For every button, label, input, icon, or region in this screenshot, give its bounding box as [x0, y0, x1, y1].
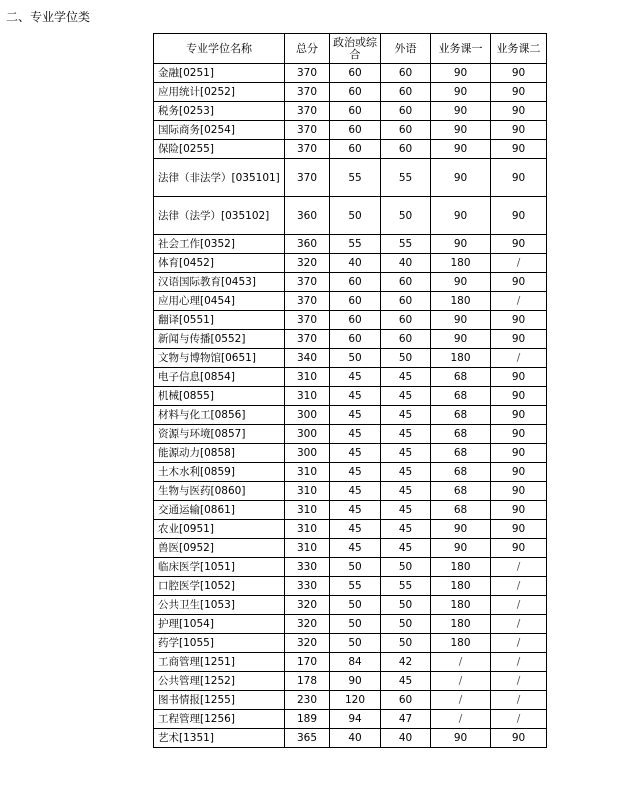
score-table — [153, 33, 547, 748]
language-cell: 45 — [381, 444, 431, 463]
header-total: 总分 — [285, 34, 330, 64]
name-cell: 应用心理[0454] — [154, 292, 285, 311]
name-cell: 能源动力[0858] — [154, 444, 285, 463]
course2-cell: 90 — [491, 729, 547, 748]
politics-cell: 45 — [330, 368, 381, 387]
politics-cell: 55 — [330, 159, 381, 197]
politics-cell: 45 — [330, 482, 381, 501]
header-course1: 业务课一 — [431, 34, 491, 64]
language-cell: 50 — [381, 634, 431, 653]
course1-cell: 180 — [431, 577, 491, 596]
politics-cell: 60 — [330, 102, 381, 121]
total-cell: 310 — [285, 463, 330, 482]
course2-cell: / — [491, 634, 547, 653]
course1-cell: 90 — [431, 273, 491, 292]
course2-cell: 90 — [491, 102, 547, 121]
total-cell: 370 — [285, 330, 330, 349]
course2-cell: / — [491, 691, 547, 710]
table-row — [154, 292, 547, 311]
table-row — [154, 83, 547, 102]
language-cell: 45 — [381, 539, 431, 558]
language-cell: 45 — [381, 672, 431, 691]
name-cell: 汉语国际教育[0453] — [154, 273, 285, 292]
name-cell: 税务[0253] — [154, 102, 285, 121]
name-cell: 电子信息[0854] — [154, 368, 285, 387]
politics-cell: 45 — [330, 387, 381, 406]
name-cell: 法律（法学）[035102] — [154, 197, 285, 235]
language-cell: 47 — [381, 710, 431, 729]
total-cell: 370 — [285, 292, 330, 311]
politics-cell: 120 — [330, 691, 381, 710]
politics-cell: 94 — [330, 710, 381, 729]
course2-cell: 90 — [491, 501, 547, 520]
table-header — [154, 34, 547, 64]
section-title: 二、专业学位类 — [6, 10, 91, 24]
name-cell: 公共管理[1252] — [154, 672, 285, 691]
language-cell: 60 — [381, 273, 431, 292]
course1-cell: 90 — [431, 330, 491, 349]
politics-cell: 45 — [330, 501, 381, 520]
course1-cell: 90 — [431, 83, 491, 102]
course1-cell: / — [431, 672, 491, 691]
header-course2: 业务课二 — [491, 34, 547, 64]
total-cell: 370 — [285, 121, 330, 140]
total-cell: 370 — [285, 83, 330, 102]
table-row — [154, 197, 547, 235]
language-cell: 60 — [381, 121, 431, 140]
language-cell: 40 — [381, 254, 431, 273]
politics-cell: 40 — [330, 729, 381, 748]
politics-cell: 84 — [330, 653, 381, 672]
course1-cell: 180 — [431, 596, 491, 615]
course1-cell: 90 — [431, 311, 491, 330]
table-row — [154, 425, 547, 444]
language-cell: 60 — [381, 292, 431, 311]
total-cell: 310 — [285, 387, 330, 406]
course2-cell: / — [491, 349, 547, 368]
language-cell: 55 — [381, 235, 431, 254]
course2-cell: 90 — [491, 444, 547, 463]
name-cell: 新闻与传播[0552] — [154, 330, 285, 349]
table-row — [154, 596, 547, 615]
language-cell: 45 — [381, 501, 431, 520]
language-cell: 60 — [381, 102, 431, 121]
total-cell: 370 — [285, 273, 330, 292]
name-cell: 临床医学[1051] — [154, 558, 285, 577]
total-cell: 189 — [285, 710, 330, 729]
name-cell: 法律（非法学）[035101] — [154, 159, 285, 197]
course1-cell: 68 — [431, 425, 491, 444]
name-cell: 工程管理[1256] — [154, 710, 285, 729]
name-cell: 资源与环境[0857] — [154, 425, 285, 444]
politics-cell: 45 — [330, 444, 381, 463]
politics-cell: 60 — [330, 292, 381, 311]
politics-cell: 55 — [330, 235, 381, 254]
total-cell: 340 — [285, 349, 330, 368]
table-row — [154, 710, 547, 729]
course2-cell: / — [491, 254, 547, 273]
table-row — [154, 444, 547, 463]
total-cell: 310 — [285, 501, 330, 520]
course2-cell: 90 — [491, 539, 547, 558]
politics-cell: 45 — [330, 539, 381, 558]
table-row — [154, 615, 547, 634]
course2-cell: 90 — [491, 235, 547, 254]
total-cell: 320 — [285, 596, 330, 615]
course1-cell: 90 — [431, 197, 491, 235]
course2-cell: 90 — [491, 64, 547, 83]
total-cell: 370 — [285, 140, 330, 159]
total-cell: 178 — [285, 672, 330, 691]
name-cell: 应用统计[0252] — [154, 83, 285, 102]
course2-cell: / — [491, 292, 547, 311]
course2-cell: / — [491, 710, 547, 729]
politics-cell: 45 — [330, 463, 381, 482]
header-language: 外语 — [381, 34, 431, 64]
course1-cell: 90 — [431, 235, 491, 254]
course1-cell: / — [431, 653, 491, 672]
politics-cell: 50 — [330, 197, 381, 235]
course2-cell: 90 — [491, 482, 547, 501]
table-row — [154, 729, 547, 748]
language-cell: 50 — [381, 596, 431, 615]
name-cell: 交通运输[0861] — [154, 501, 285, 520]
politics-cell: 50 — [330, 349, 381, 368]
politics-cell: 60 — [330, 273, 381, 292]
politics-cell: 45 — [330, 520, 381, 539]
language-cell: 55 — [381, 577, 431, 596]
total-cell: 330 — [285, 577, 330, 596]
table-row — [154, 653, 547, 672]
name-cell: 机械[0855] — [154, 387, 285, 406]
table-row — [154, 102, 547, 121]
course1-cell: 68 — [431, 463, 491, 482]
table-row — [154, 330, 547, 349]
course2-cell: / — [491, 615, 547, 634]
name-cell: 金融[0251] — [154, 64, 285, 83]
language-cell: 50 — [381, 349, 431, 368]
name-cell: 艺术[1351] — [154, 729, 285, 748]
course1-cell: 68 — [431, 501, 491, 520]
header-name: 专业学位名称 — [154, 34, 285, 64]
course2-cell: 90 — [491, 140, 547, 159]
course1-cell: 180 — [431, 292, 491, 311]
course2-cell: 90 — [491, 197, 547, 235]
total-cell: 300 — [285, 406, 330, 425]
name-cell: 保险[0255] — [154, 140, 285, 159]
course2-cell: 90 — [491, 520, 547, 539]
total-cell: 360 — [285, 235, 330, 254]
course1-cell: 90 — [431, 64, 491, 83]
table-row — [154, 349, 547, 368]
name-cell: 文物与博物馆[0651] — [154, 349, 285, 368]
language-cell: 42 — [381, 653, 431, 672]
table-row — [154, 520, 547, 539]
total-cell: 370 — [285, 102, 330, 121]
name-cell: 土木水利[0859] — [154, 463, 285, 482]
course2-cell: 90 — [491, 425, 547, 444]
table-row — [154, 121, 547, 140]
course1-cell: 68 — [431, 482, 491, 501]
politics-cell: 60 — [330, 64, 381, 83]
language-cell: 40 — [381, 729, 431, 748]
name-cell: 国际商务[0254] — [154, 121, 285, 140]
table-row — [154, 691, 547, 710]
total-cell: 320 — [285, 634, 330, 653]
name-cell: 材料与化工[0856] — [154, 406, 285, 425]
table-row — [154, 501, 547, 520]
language-cell: 60 — [381, 83, 431, 102]
course1-cell: 68 — [431, 368, 491, 387]
name-cell: 工商管理[1251] — [154, 653, 285, 672]
name-cell: 药学[1055] — [154, 634, 285, 653]
table-row — [154, 64, 547, 83]
course1-cell: 180 — [431, 615, 491, 634]
course2-cell: / — [491, 577, 547, 596]
course1-cell: / — [431, 691, 491, 710]
total-cell: 300 — [285, 444, 330, 463]
total-cell: 360 — [285, 197, 330, 235]
politics-cell: 50 — [330, 615, 381, 634]
table-row — [154, 539, 547, 558]
table-row — [154, 368, 547, 387]
name-cell: 体育[0452] — [154, 254, 285, 273]
table-row — [154, 482, 547, 501]
header-row — [154, 34, 547, 64]
course2-cell: / — [491, 558, 547, 577]
course2-cell: 90 — [491, 273, 547, 292]
politics-cell: 50 — [330, 634, 381, 653]
total-cell: 330 — [285, 558, 330, 577]
politics-cell: 60 — [330, 140, 381, 159]
course1-cell: 90 — [431, 539, 491, 558]
total-cell: 310 — [285, 539, 330, 558]
table-row — [154, 140, 547, 159]
politics-cell: 60 — [330, 83, 381, 102]
course1-cell: 90 — [431, 729, 491, 748]
course2-cell: 90 — [491, 463, 547, 482]
language-cell: 60 — [381, 311, 431, 330]
course1-cell: 90 — [431, 140, 491, 159]
name-cell: 翻译[0551] — [154, 311, 285, 330]
course1-cell: 68 — [431, 406, 491, 425]
table-row — [154, 577, 547, 596]
table-row — [154, 235, 547, 254]
politics-cell: 60 — [330, 121, 381, 140]
table-row — [154, 254, 547, 273]
course1-cell: / — [431, 710, 491, 729]
course1-cell: 90 — [431, 159, 491, 197]
name-cell: 公共卫生[1053] — [154, 596, 285, 615]
politics-cell: 60 — [330, 330, 381, 349]
table-row — [154, 634, 547, 653]
table-row — [154, 159, 547, 197]
table-row — [154, 273, 547, 292]
table-body — [154, 64, 547, 748]
total-cell: 230 — [285, 691, 330, 710]
course2-cell: 90 — [491, 406, 547, 425]
language-cell: 60 — [381, 330, 431, 349]
course1-cell: 68 — [431, 387, 491, 406]
name-cell: 护理[1054] — [154, 615, 285, 634]
politics-cell: 50 — [330, 596, 381, 615]
course2-cell: 90 — [491, 387, 547, 406]
table-row — [154, 558, 547, 577]
course1-cell: 90 — [431, 520, 491, 539]
total-cell: 365 — [285, 729, 330, 748]
language-cell: 60 — [381, 140, 431, 159]
name-cell: 图书情报[1255] — [154, 691, 285, 710]
course2-cell: 90 — [491, 159, 547, 197]
course2-cell: / — [491, 672, 547, 691]
course1-cell: 180 — [431, 254, 491, 273]
name-cell: 口腔医学[1052] — [154, 577, 285, 596]
language-cell: 60 — [381, 691, 431, 710]
course1-cell: 90 — [431, 121, 491, 140]
total-cell: 370 — [285, 64, 330, 83]
name-cell: 社会工作[0352] — [154, 235, 285, 254]
course1-cell: 180 — [431, 634, 491, 653]
total-cell: 320 — [285, 254, 330, 273]
total-cell: 320 — [285, 615, 330, 634]
language-cell: 55 — [381, 159, 431, 197]
politics-cell: 55 — [330, 577, 381, 596]
table-row — [154, 406, 547, 425]
language-cell: 45 — [381, 387, 431, 406]
total-cell: 310 — [285, 482, 330, 501]
politics-cell: 60 — [330, 311, 381, 330]
language-cell: 45 — [381, 463, 431, 482]
language-cell: 45 — [381, 406, 431, 425]
total-cell: 170 — [285, 653, 330, 672]
language-cell: 45 — [381, 520, 431, 539]
course1-cell: 90 — [431, 102, 491, 121]
total-cell: 370 — [285, 311, 330, 330]
table-row — [154, 463, 547, 482]
language-cell: 45 — [381, 482, 431, 501]
total-cell: 300 — [285, 425, 330, 444]
course2-cell: / — [491, 653, 547, 672]
course2-cell: / — [491, 596, 547, 615]
table-row — [154, 387, 547, 406]
language-cell: 50 — [381, 197, 431, 235]
header-politics: 政治或综合 — [330, 34, 381, 64]
language-cell: 45 — [381, 425, 431, 444]
name-cell: 农业[0951] — [154, 520, 285, 539]
course2-cell: 90 — [491, 311, 547, 330]
course1-cell: 68 — [431, 444, 491, 463]
politics-cell: 90 — [330, 672, 381, 691]
name-cell: 生物与医药[0860] — [154, 482, 285, 501]
language-cell: 60 — [381, 64, 431, 83]
language-cell: 45 — [381, 368, 431, 387]
course2-cell: 90 — [491, 121, 547, 140]
total-cell: 310 — [285, 520, 330, 539]
language-cell: 50 — [381, 558, 431, 577]
course1-cell: 180 — [431, 558, 491, 577]
course2-cell: 90 — [491, 368, 547, 387]
politics-cell: 45 — [330, 425, 381, 444]
table-row — [154, 311, 547, 330]
politics-cell: 45 — [330, 406, 381, 425]
course2-cell: 90 — [491, 83, 547, 102]
politics-cell: 50 — [330, 558, 381, 577]
total-cell: 310 — [285, 368, 330, 387]
total-cell: 370 — [285, 159, 330, 197]
table-row — [154, 672, 547, 691]
course1-cell: 180 — [431, 349, 491, 368]
language-cell: 50 — [381, 615, 431, 634]
name-cell: 兽医[0952] — [154, 539, 285, 558]
course2-cell: 90 — [491, 330, 547, 349]
politics-cell: 40 — [330, 254, 381, 273]
